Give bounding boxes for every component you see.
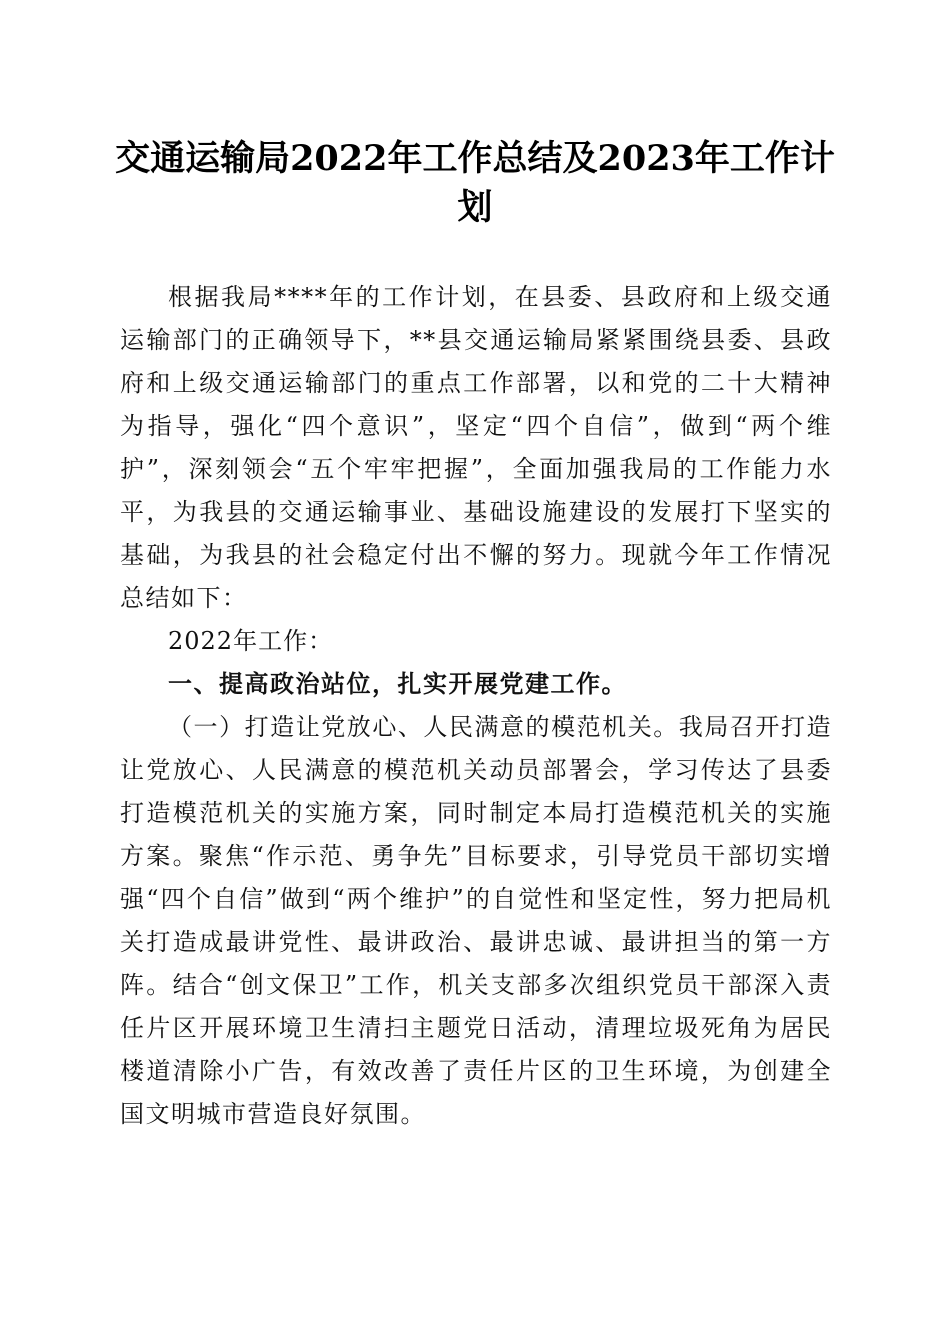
section-paragraph: （一）打造让党放心、人民满意的模范机关。我局召开打造让党放心、人民满意的模范机关动员部署会，学习传达了县委打造模范机关的实施方案，同时制定本局打造模范机关的实施方案。聚焦“作示范、勇争先”目标要求，引导党员干部切实增强“四个自信”做到“两个维护”的自觉性和坚定性，努力把局机关打造成最讲党性、最讲政治、最讲忠诚、最讲担当的第一方阵。结合“创文保卫”工作，机关支部多次组织党员干部深入责任片区开展环境卫生清扫主题党日活动，清理垃圾死角为居民楼道清除小广告，有效改善了责任片区的卫生环境，为创建全国文明城市营造良好氛围。 bbox=[120, 713, 832, 1128]
year-label: 2022年工作： bbox=[168, 627, 334, 655]
section-heading: 一、提高政治站位，扎实开展党建工作。 bbox=[168, 670, 627, 698]
document-title: 交通运输局2022年工作总结及2023年工作计划 bbox=[115, 138, 835, 228]
document-body bbox=[120, 276, 832, 1136]
intro-paragraph: 根据我局****年的工作计划，在县委、县政府和上级交通运输部门的正确领导下，**县交通运输局紧紧围绕县委、县政府和上级交通运输部门的重点工作部署，以和党的二十大精神为指导，强化“四个意识”，坚定“四个自信”，做到“两个维护”，深刻领会“五个牢牢把握”，全面加强我局的工作能力水平，为我县的交通运输事业、基础设施建设的发展打下坚实的基础，为我县的社会稳定付出不懈的努力。现就今年工作情况总结如下： bbox=[120, 283, 832, 612]
